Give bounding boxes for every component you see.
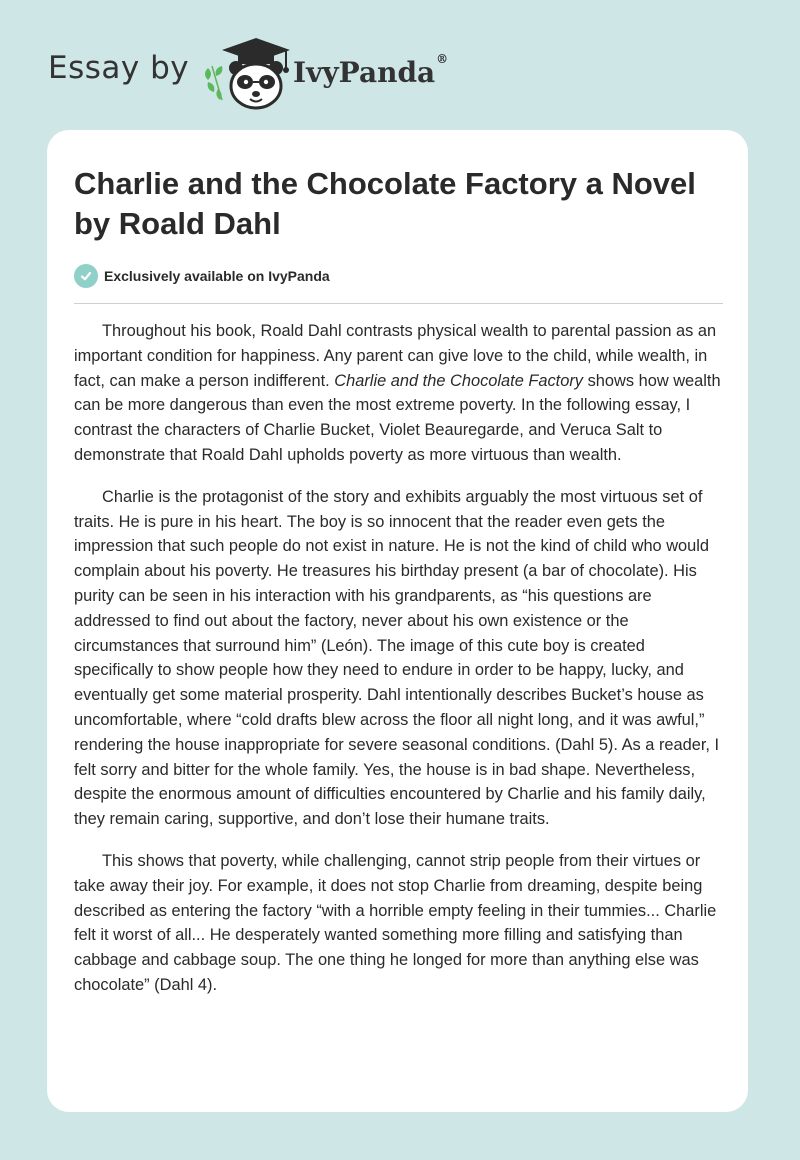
- brand-text: IvyPanda: [293, 56, 436, 89]
- essay-card: [47, 130, 748, 1112]
- exclusive-badge: [74, 262, 330, 290]
- paragraph-1-part-b: shows how wealth can be more dangerous than even the most extreme poverty. In the following essay, I contrast the characters of Charlie Bucket, Violet Beauregarde, and Veruca Salt to demonstrate that Roald Dahl upholds poverty as more virtuous than wealth.: [74, 371, 721, 464]
- essay-body: [74, 319, 724, 1015]
- site-header: [48, 30, 488, 110]
- essay-by-label: Essay by: [48, 50, 190, 86]
- exclusive-badge-label: Exclusively available on IvyPanda: [104, 268, 330, 284]
- check-icon: [74, 264, 98, 288]
- paragraph-1: [74, 319, 724, 468]
- paragraph-2: Charlie is the protagonist of the story and exhibits arguably the most virtuous set of traits. He is pure in his heart. The boy is so innocent that the reader even gets the impression that such people do not exist in nature. He is not the kind of child who would complain about his poverty. He treasures his birthday present (a bar of chocolate). His purity can be seen in his interaction with his grandparents, as “his questions are addressed to find out about the factory, never about his own existence or the circumstances that surround him” (León). The image of this cute boy is created specifically to show people how they need to endure in order to be happy, lucky, and eventually get some material prosperity. Dahl intentionally describes Bucket’s house as uncomfortable, where “cold drafts blew across the floor all night long, and it was awful,” rendering the house inappropriate for severe seasonal conditions. (Dahl 5). As a reader, I felt sorry and bitter for the whole family. Yes, the house is in bad shape. Nevertheless, despite the enormous amount of difficulties encountered by Charlie and his family daily, they remain caring, supportive, and don’t lose their humane traits.: [74, 487, 720, 829]
- book-title-italic: Charlie and the Chocolate Factory: [334, 371, 584, 390]
- title-divider: [74, 303, 723, 304]
- panda-graduate-icon: [200, 36, 292, 110]
- essay-title: Charlie and the Chocolate Factory a Novel by Roald Dahl: [74, 166, 696, 241]
- brand-name[interactable]: [293, 52, 449, 89]
- paragraph-1-part-a: Throughout his book, Roald Dahl contrasts physical wealth to parental passion as an important condition for happiness. Any parent can give love to the child, while wealth, in fact, can make a person indifferent.: [74, 322, 717, 390]
- registered-mark: ®: [436, 52, 449, 66]
- paragraph-3: This shows that poverty, while challenging, cannot strip people from their virtues or take away their joy. For example, it does not stop Charlie from dreaming, despite being described as entering the factory “with a horrible empty feeling in their tummies... Charlie felt it worst of all... He desperately wanted something more filling and satisfying than cabbage and cabbage soup. The one thing he longed for more than anything else was chocolate” (Dahl 4).: [74, 851, 717, 994]
